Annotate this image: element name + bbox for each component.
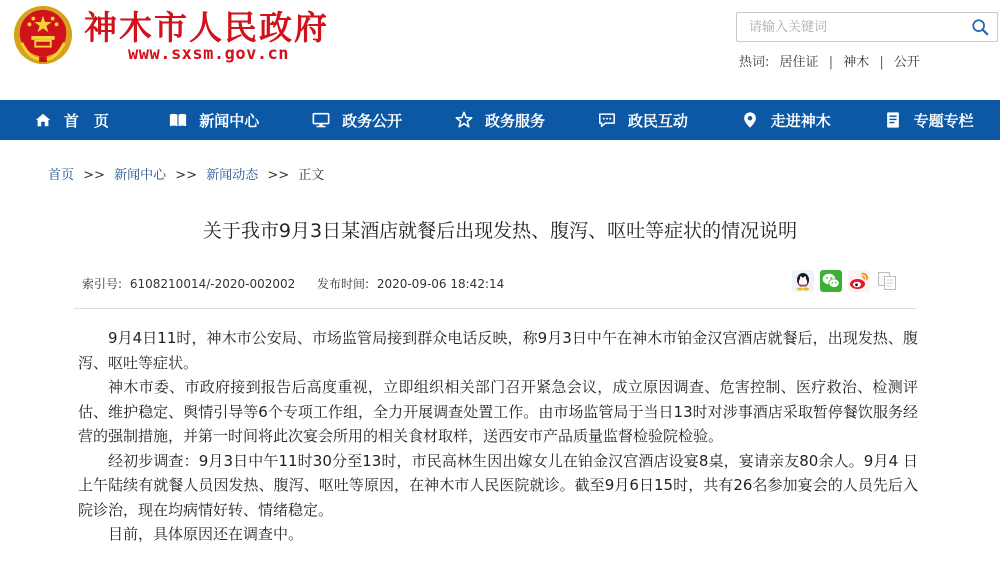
nav-item-label: 新闻中心	[199, 111, 260, 130]
nav-item-home[interactable]	[0, 100, 143, 140]
chat-bubble-icon	[598, 111, 616, 129]
nav-item-label: 走进神木	[770, 111, 831, 130]
nav-item-label: 政民互动	[627, 111, 688, 130]
star-icon	[455, 111, 473, 129]
breadcrumb-link-news-updates[interactable]: 新闻动态	[206, 168, 259, 183]
search-icon[interactable]	[971, 18, 989, 36]
site-header	[0, 0, 1000, 100]
breadcrumb-separator: >>	[267, 168, 290, 183]
breadcrumb-link-home[interactable]: 首页	[48, 168, 75, 183]
site-url[interactable]: www.sxsm.gov.cn	[128, 44, 290, 64]
article-body	[78, 326, 918, 547]
location-pin-icon	[741, 111, 759, 129]
nav-item-special-topics[interactable]	[857, 100, 1000, 140]
hotword-separator: |	[828, 55, 834, 70]
breadcrumb-current: 正文	[298, 168, 325, 183]
hotwords	[739, 51, 920, 70]
site-name[interactable]: 神木市人民政府	[84, 8, 329, 47]
breadcrumb-link-news[interactable]: 新闻中心	[114, 168, 167, 183]
article-paragraph: 9月4日11时，神木市公安局、市场监管局接到群众电话反映，称9月3日中午在神木市铂金汉宫酒店就餐后，出现发热、腹泻、呕吐等症状。	[78, 329, 918, 372]
nav-item-label: 政务服务	[485, 111, 546, 130]
national-emblem-icon[interactable]	[12, 4, 74, 66]
nav-item-interaction[interactable]	[571, 100, 714, 140]
nav-item-label: 政务公开	[342, 111, 403, 130]
main-nav	[0, 100, 1000, 140]
nav-item-news[interactable]	[143, 100, 286, 140]
hotword-link[interactable]: 公开	[893, 55, 920, 70]
breadcrumb	[48, 164, 324, 183]
index-value: 6108210014/-2020-002002	[129, 277, 296, 291]
nav-item-about-shenmu[interactable]	[714, 100, 857, 140]
nav-item-label: 专题专栏	[913, 111, 974, 130]
hotword-link[interactable]: 神木	[843, 55, 870, 70]
copy-icon[interactable]	[876, 270, 898, 292]
breadcrumb-separator: >>	[175, 168, 198, 183]
nav-item-label: 首 页	[63, 111, 109, 130]
hotwords-label: 热词:	[739, 55, 770, 70]
book-icon	[169, 111, 187, 129]
breadcrumb-separator: >>	[83, 168, 105, 183]
qq-icon[interactable]	[792, 270, 814, 292]
share-bar	[792, 270, 898, 292]
weibo-icon[interactable]	[848, 270, 870, 292]
content-divider	[74, 308, 916, 309]
wechat-icon[interactable]	[820, 270, 842, 292]
publish-time-label: 发布时间:	[316, 277, 369, 291]
index-label: 索引号:	[82, 277, 123, 291]
article-title: 关于我市9月3日某酒店就餐后出现发热、腹泻、呕吐等症状的情况说明	[202, 220, 798, 242]
hotword-link[interactable]: 居住证	[779, 55, 819, 70]
search-input[interactable]	[737, 13, 965, 41]
article-meta	[82, 275, 504, 292]
nav-item-services[interactable]	[429, 100, 572, 140]
home-icon	[34, 111, 52, 129]
article-paragraph: 目前，具体原因还在调查中。	[108, 525, 304, 543]
nav-item-government-affairs[interactable]	[286, 100, 429, 140]
article-paragraph: 经初步调查：9月3日中午11时30分至13时，市民高林生因出嫁女儿在铂金汉宫酒店设宴8桌，宴请亲友80余人。9月4 日上午陆续有就餐人员因发热、腹泻、呕吐等原因，在神木市人民医院就诊。截至9月6日15时，共有26名参加宴会的人员先后入院诊治，现在均病情好转、情绪稳定。	[78, 451, 918, 519]
document-icon	[884, 111, 902, 129]
search-box	[736, 12, 998, 42]
article-paragraph: 神木市委、市政府接到报告后高度重视，立即组织相关部门召开紧急会议，成立原因调查、危害控制、医疗救治、检测评估、维护稳定、舆情引导等6个专项工作组，全力开展调查处置工作。由市场监管局于当日13时对涉事酒店采取暂停餐饮服务经营的强制措施，并第一时间将此次宴会所用的相关食材取样，送西安市产品质量监督检验院检验。	[78, 378, 918, 445]
hotword-separator: |	[879, 55, 884, 70]
monitor-icon	[312, 111, 330, 129]
publish-time-value: 2020-09-06 18:42:14	[376, 277, 505, 291]
